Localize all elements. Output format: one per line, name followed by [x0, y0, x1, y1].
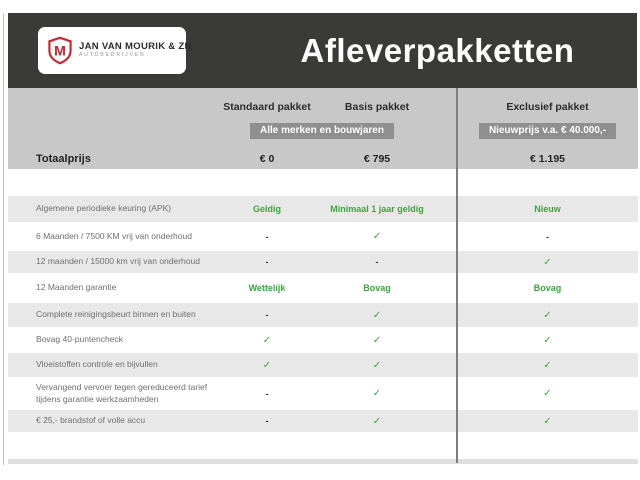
table-row — [8, 353, 638, 377]
table-row — [8, 377, 638, 410]
cell-standaard: Wettelijk — [248, 283, 286, 293]
logo-text — [79, 42, 192, 59]
column-badges-row — [8, 119, 638, 139]
top-header-bar — [8, 13, 637, 88]
cell-exclusief: ✓ — [543, 334, 552, 346]
badge-nieuwprijs: Nieuwprijs v.a. € 40.000,- — [479, 123, 616, 139]
totals-label: Totaalprijs — [36, 153, 91, 165]
column-header-exclusief: Exclusief pakket — [506, 101, 589, 113]
dealer-name: JAN VAN MOURIK & ZN — [79, 41, 192, 53]
package-comparison-table — [8, 88, 638, 464]
feature-label: Vervangend vervoer tegen gereduceerd tarief tijdens garantie werkzaamheden — [36, 382, 208, 404]
feature-label: Complete reinigingsbeurt binnen en buiten — [36, 309, 196, 320]
column-headers-row — [8, 98, 638, 116]
cell-standaard: - — [265, 310, 269, 320]
cell-exclusief: ✓ — [543, 415, 552, 427]
feature-label: 12 Maanden garantie — [36, 282, 117, 293]
table-row — [8, 251, 638, 273]
header-body-gap — [8, 169, 638, 196]
table-row — [8, 303, 638, 327]
feature-label: Algemene periodieke keuring (APK) — [36, 203, 172, 214]
cell-exclusief: ✓ — [543, 388, 552, 399]
cell-basis: ✓ — [372, 231, 382, 242]
left-frame-line — [3, 13, 4, 465]
table-row — [8, 222, 638, 251]
cell-exclusief: ✓ — [543, 309, 552, 321]
cell-exclusief: - — [546, 231, 549, 242]
feature-rows — [8, 196, 638, 432]
table-header-band — [8, 88, 638, 169]
dealer-subtitle: AUTOBEDRIJVEN — [79, 52, 146, 59]
feature-label: 12 maanden / 15000 km vrij van onderhoud — [36, 256, 200, 267]
total-basis: € 795 — [363, 153, 391, 165]
cell-basis: ✓ — [372, 359, 382, 371]
cell-exclusief: ✓ — [543, 256, 552, 268]
table-row — [8, 196, 638, 222]
dealer-logo — [38, 27, 192, 74]
cell-standaard: - — [265, 257, 269, 267]
cell-standaard: - — [265, 388, 269, 399]
page-title: Afleverpakketten — [300, 31, 575, 69]
feature-label: Bovag 40-puntencheck — [36, 334, 123, 345]
cell-basis: ✓ — [372, 415, 382, 427]
shield-monogram-icon — [48, 36, 72, 65]
table-row — [8, 273, 638, 303]
badge-alle-merken: Alle merken en bouwjaren — [250, 123, 394, 139]
column-header-standaard: Standaard pakket — [223, 101, 311, 113]
cell-standaard: - — [265, 231, 269, 242]
feature-label: Vloeistoffen controle en bijvullen — [36, 359, 158, 370]
table-bottom-border — [8, 459, 638, 464]
svg-text:M: M — [54, 42, 66, 59]
total-standaard: € 0 — [259, 153, 275, 165]
cell-exclusief: Nieuw — [534, 204, 561, 214]
totals-row — [8, 149, 638, 169]
cell-basis: ✓ — [372, 388, 382, 399]
feature-label: € 25,- brandstof of volle accu — [36, 415, 146, 426]
cell-basis: ✓ — [372, 334, 382, 346]
cell-basis: Bovag — [363, 283, 391, 293]
column-header-basis: Basis pakket — [344, 101, 410, 113]
cell-basis: Minimaal 1 jaar geldig — [330, 204, 424, 214]
table-footer-space — [8, 432, 638, 459]
cell-standaard: Geldig — [252, 204, 281, 214]
cell-basis: ✓ — [372, 309, 382, 321]
cell-exclusief: Bovag — [533, 283, 562, 293]
total-exclusief: € 1.195 — [529, 153, 566, 165]
exclusief-column-divider — [456, 88, 458, 463]
cell-exclusief: ✓ — [543, 359, 552, 371]
cell-standaard: ✓ — [262, 359, 272, 371]
table-row — [8, 327, 638, 353]
feature-label: 6 Maanden / 7500 KM vrij van onderhoud — [36, 230, 192, 241]
cell-basis: - — [375, 257, 379, 267]
cell-standaard: ✓ — [262, 334, 272, 346]
cell-standaard: - — [265, 416, 269, 426]
table-row — [8, 410, 638, 432]
